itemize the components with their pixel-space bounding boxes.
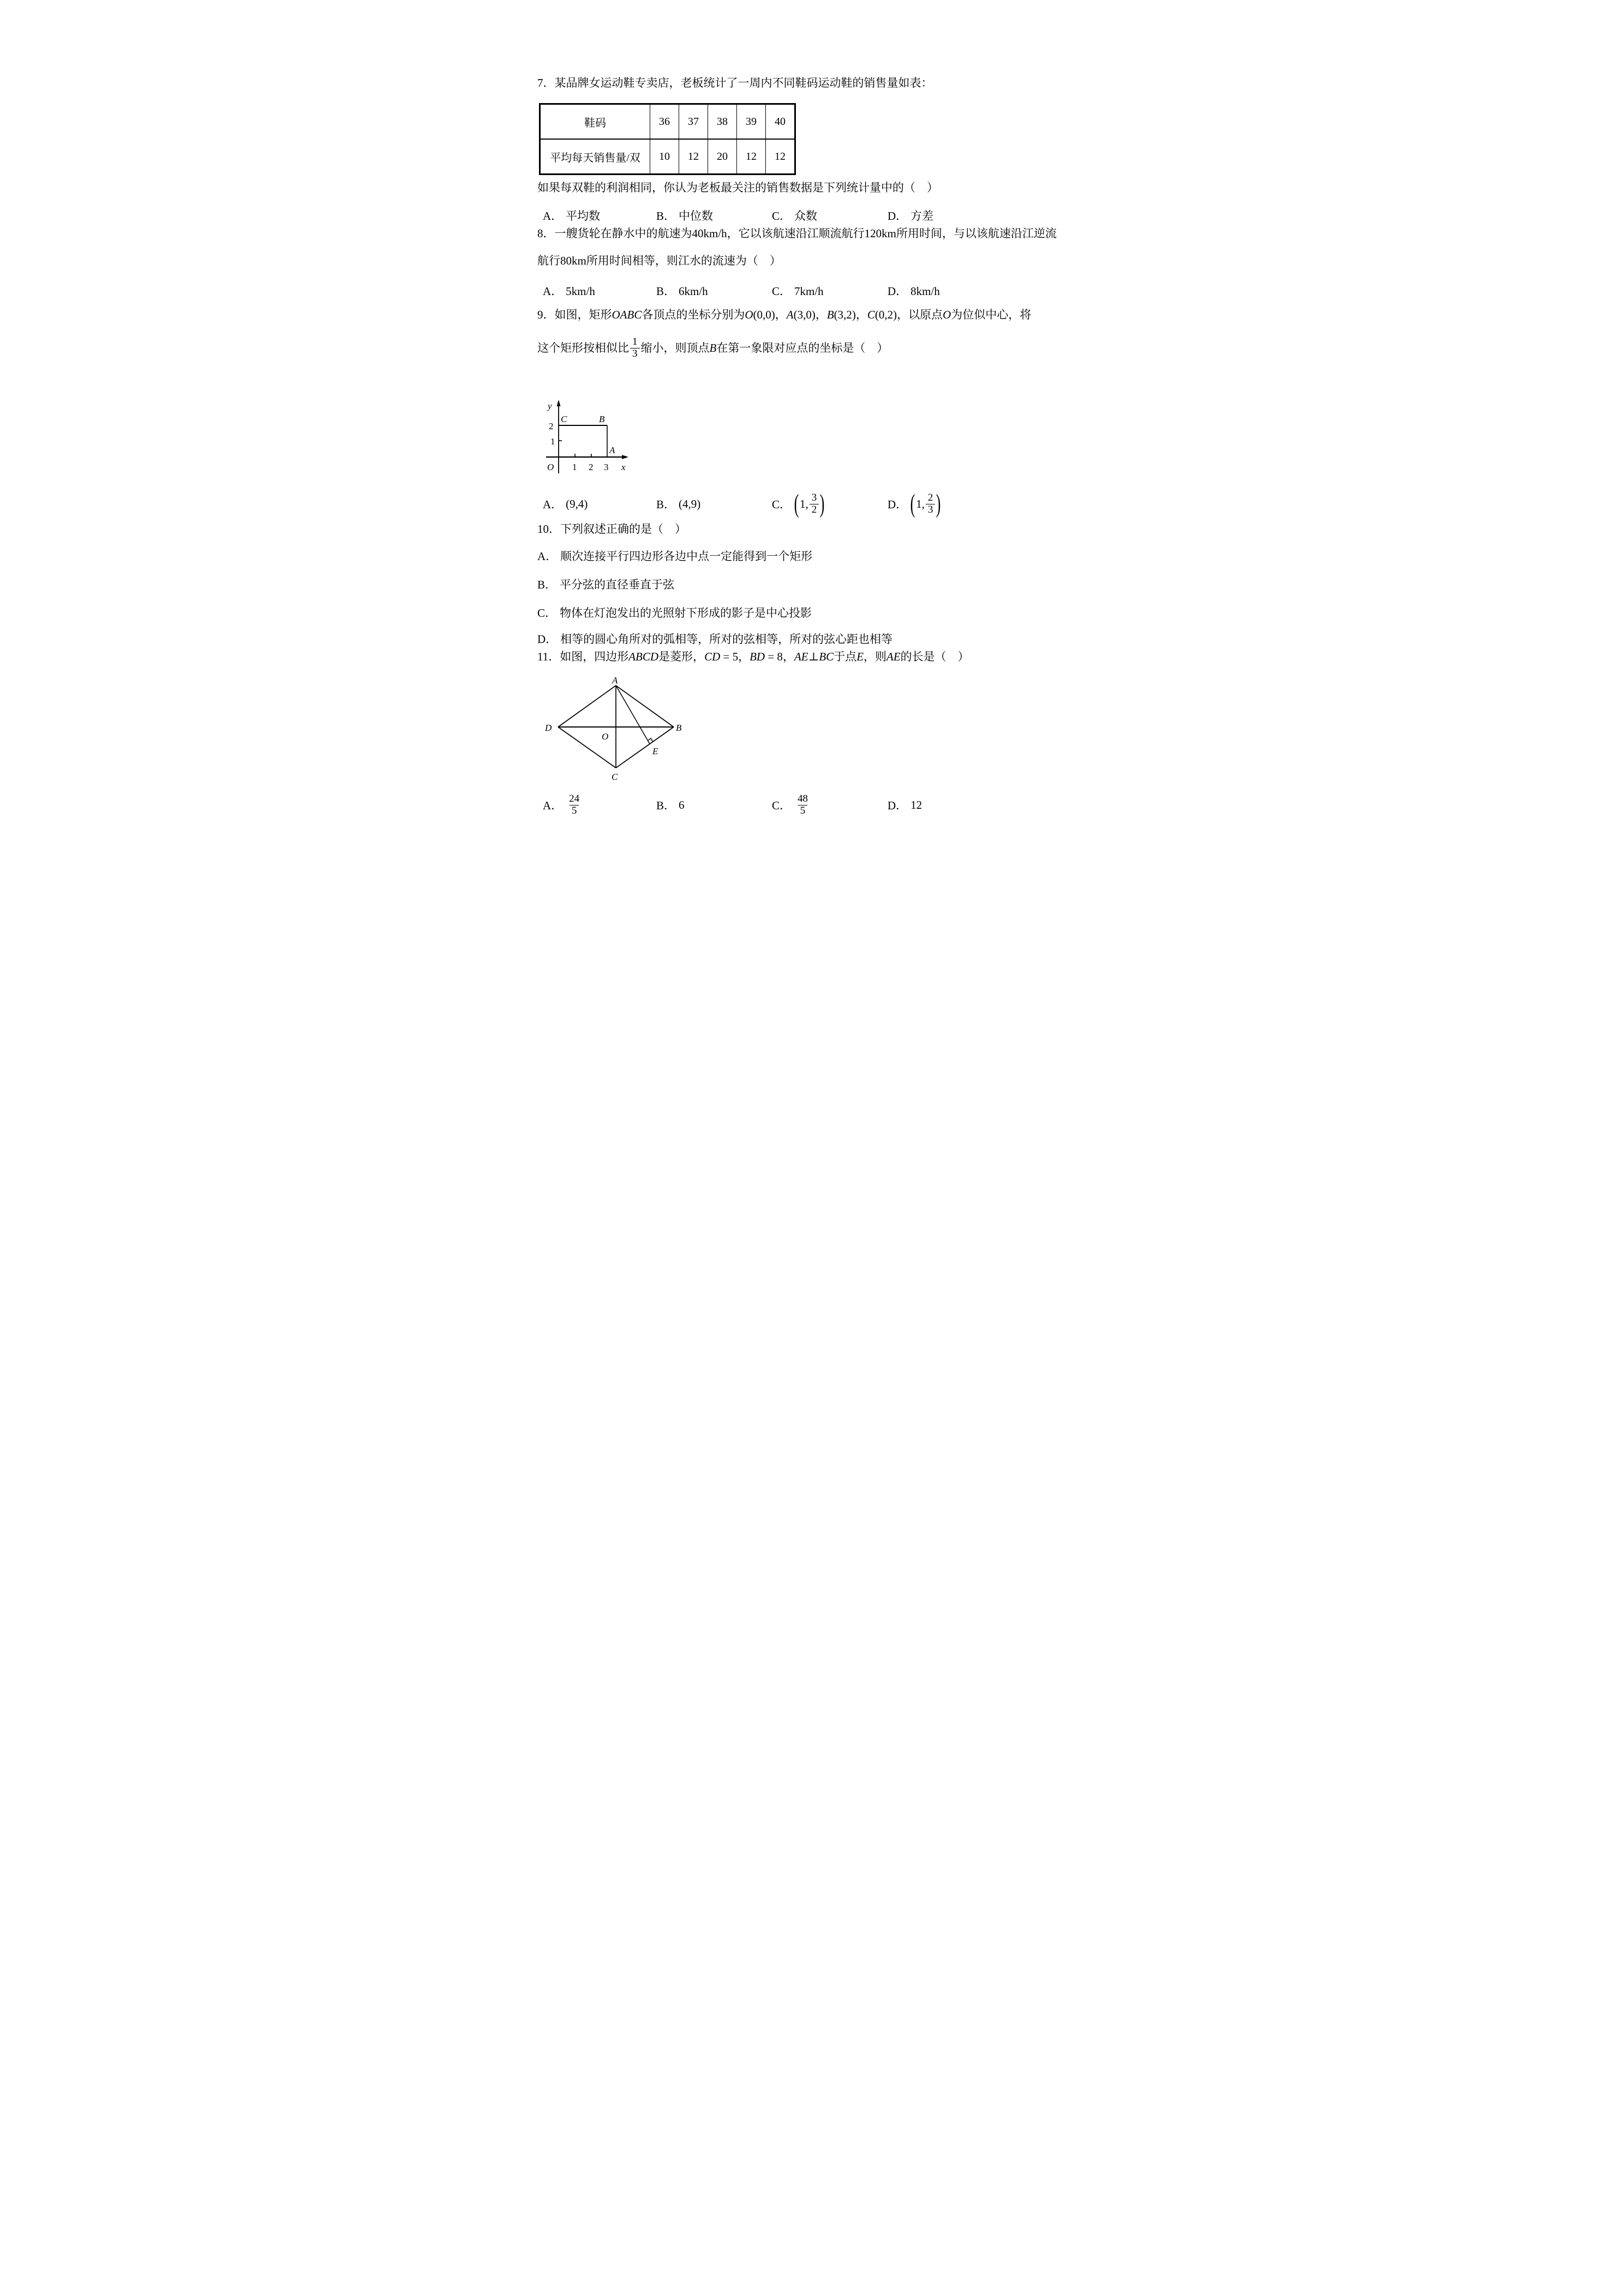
question-8-line2: 航行80km所用时间相等，则江水的流速为（ ）	[537, 254, 781, 267]
math-variable: ABCD	[628, 650, 659, 663]
origin-label: O	[547, 462, 554, 472]
option-text: 6	[679, 798, 685, 812]
option-label: C．	[537, 606, 557, 620]
side-BC	[616, 727, 674, 768]
q8-option-b	[656, 283, 708, 299]
option-text: 7km/h	[794, 285, 824, 298]
fraction	[795, 794, 810, 817]
q8-option-d	[888, 283, 940, 299]
option-text: 众数	[794, 209, 818, 223]
fraction	[810, 492, 819, 516]
option-text: 6km/h	[679, 285, 708, 298]
option-label: D．	[888, 209, 908, 223]
table-cell: 12	[766, 139, 795, 174]
math-variable: C	[867, 308, 875, 321]
q11-rhombus-figure	[545, 676, 681, 783]
option-label: B．	[537, 578, 557, 591]
option-text: (9,4)	[566, 497, 588, 510]
q7-option-d	[888, 207, 933, 224]
option-text: 平分弦的直径垂直于弦	[560, 578, 675, 591]
option-text: 中位数	[679, 209, 714, 223]
vertex-a-label: A	[609, 445, 615, 455]
text-segment: ，	[815, 308, 827, 321]
vertex-b-label: B	[599, 414, 605, 424]
table-row-daily-sales	[540, 139, 795, 174]
math-variable: AE	[794, 650, 808, 663]
x-axis-arrow	[622, 455, 628, 459]
side-AB	[616, 686, 674, 727]
text-segment: (0,0)	[753, 308, 775, 321]
question-11-stem	[537, 650, 1094, 663]
math-variable: B	[826, 308, 834, 321]
option-text: (4,9)	[679, 497, 701, 510]
option-text: 顺次连接平行四边形各边中点一定能得到一个矩形	[560, 550, 813, 563]
vertex-b-label: B	[676, 723, 681, 733]
denominator: 2	[810, 504, 819, 516]
text-segment: 各顶点的坐标分别为	[642, 308, 745, 321]
option-text: 相等的圆心角所对的弧相等，所对的弦相等，所对的弦心距也相等	[560, 633, 893, 646]
x-tick-label-2: 2	[589, 462, 594, 472]
denominator: 3	[926, 504, 936, 516]
question-7-options	[537, 207, 1088, 221]
q10-option-d	[537, 633, 1094, 646]
question-10-text: 下列叙述正确的是（ ）	[560, 522, 686, 536]
numerator: 1	[632, 335, 638, 347]
coordinate-first: 1,	[800, 497, 808, 510]
right-paren: )	[819, 489, 825, 518]
table-cell: 平均每天销售量/双	[540, 139, 650, 174]
option-label: C．	[772, 799, 792, 812]
q11-option-d	[888, 788, 922, 822]
question-7-stem2: 如果每双鞋的利润相同，你认为老板最关注的销售数据是下列统计量中的（ ）	[537, 181, 938, 194]
table-cell: 38	[708, 104, 737, 139]
table-row-shoe-size	[540, 104, 795, 139]
table-cell: 20	[708, 139, 737, 174]
x-tick-label-3: 3	[604, 462, 609, 472]
q9-option-a	[543, 486, 588, 521]
text-segment: ，以原点	[897, 308, 943, 321]
option-text: 5km/h	[566, 285, 595, 298]
text: 这个矩形按相似比	[537, 341, 629, 354]
math-variable: OABC	[612, 308, 642, 321]
left-paren: (	[910, 489, 915, 518]
q8-option-a	[543, 283, 595, 299]
text-segment: 为位似中心，将	[951, 308, 1032, 321]
left-paren: (	[794, 489, 799, 518]
option-label: D．	[888, 498, 908, 511]
table-cell: 39	[737, 104, 766, 139]
denominator: 5	[798, 805, 808, 817]
q11-option-a	[543, 788, 583, 822]
coordinate-first: 1,	[916, 497, 925, 510]
q7-sales-table	[540, 104, 795, 175]
question-11-options	[537, 788, 1088, 822]
q10-option-a	[537, 550, 1094, 563]
text-segment: 如图，四边形	[560, 650, 629, 663]
option-text: 方差	[910, 209, 934, 223]
text-segment: ，则	[864, 650, 887, 663]
table-cell: 40	[766, 104, 795, 139]
x-tick-label-1: 1	[572, 462, 577, 472]
side-DA	[558, 686, 616, 727]
option-text: 8km/h	[910, 285, 940, 298]
text-segment: (3,2)	[834, 308, 856, 321]
question-8-stem	[537, 227, 1094, 240]
text-segment: 于点	[834, 650, 857, 663]
question-7-number: 7．	[537, 76, 555, 89]
question-9-line1	[555, 308, 1032, 321]
option-label: B．	[656, 498, 676, 511]
q7-option-a	[543, 207, 600, 224]
segment-AE	[616, 686, 650, 744]
text-segment: 是菱形，	[658, 650, 705, 663]
q9-option-c	[772, 486, 824, 521]
math-variable: E	[856, 650, 864, 663]
y-axis-label: y	[548, 401, 552, 411]
question-11-text	[560, 650, 969, 663]
math-variable: O	[943, 308, 951, 321]
vertex-c-label: C	[612, 772, 618, 782]
q10-option-b	[537, 578, 1094, 591]
text-segment: = 5	[720, 650, 739, 663]
question-9-number: 9．	[537, 308, 555, 321]
option-label: C．	[772, 498, 792, 511]
text-segment: 的长是（ ）	[900, 650, 969, 663]
question-8-options	[537, 283, 1088, 297]
option-label: C．	[772, 209, 792, 223]
question-10-stem	[537, 522, 1094, 536]
text-segment: ⊥	[808, 650, 819, 663]
q7-option-b	[656, 207, 713, 224]
question-11-number: 11．	[537, 650, 560, 663]
center-o-label: O	[602, 731, 609, 742]
option-label: D．	[537, 633, 558, 646]
option-label: A．	[543, 799, 563, 812]
x-axis-label: x	[621, 462, 626, 472]
text: 缩小，则顶点	[640, 341, 710, 354]
vertex-d-label: D	[545, 723, 552, 733]
option-label: B．	[656, 209, 676, 223]
numerator: 24	[569, 792, 580, 804]
option-label: B．	[656, 799, 676, 812]
math-variable: BC	[819, 650, 834, 663]
text-segment: ，	[775, 308, 787, 321]
text-segment: ，	[782, 650, 794, 663]
table-cell: 36	[650, 104, 679, 139]
q11-option-c	[772, 788, 811, 822]
math-var-B: B	[709, 341, 717, 354]
vertex-c-label: C	[561, 414, 567, 424]
math-variable: BD	[750, 650, 765, 663]
q9-option-d	[888, 486, 940, 521]
option-label: D．	[888, 799, 908, 812]
option-label: A．	[543, 285, 563, 298]
exam-paper-page	[487, 0, 1137, 918]
fraction	[567, 794, 582, 817]
rhombus-svg	[545, 676, 681, 783]
table-cell: 37	[679, 104, 708, 139]
text-segment: (3,0)	[793, 308, 816, 321]
option-text: 12	[910, 798, 922, 812]
y-tick-label-2: 2	[549, 421, 554, 431]
denominator: 5	[570, 805, 579, 817]
question-9-line2	[537, 333, 1094, 363]
fraction-one-third	[630, 336, 640, 360]
text-segment: = 8	[765, 650, 783, 663]
question-7-stem	[537, 76, 1094, 89]
q8-option-c	[772, 283, 824, 299]
table-cell: 12	[679, 139, 708, 174]
text-segment: 如图，矩形	[554, 308, 612, 321]
table-cell: 鞋码	[540, 104, 650, 139]
question-7-text: 某品牌女运动鞋专卖店，老板统计了一周内不同鞋码运动鞋的销售量如表：	[554, 76, 933, 89]
math-variable: O	[745, 308, 753, 321]
q10-option-c	[537, 606, 1094, 620]
q9-option-b	[656, 486, 700, 521]
q9-coordinate-figure	[542, 397, 640, 479]
point-e-label: E	[652, 746, 658, 756]
fraction	[926, 492, 936, 516]
option-label: A．	[543, 498, 563, 511]
option-label: B．	[656, 285, 676, 298]
text-segment: (0,2)	[874, 308, 897, 321]
vertex-a-label: A	[612, 676, 618, 686]
right-paren: )	[936, 489, 941, 518]
question-9-options	[537, 486, 1088, 521]
numerator: 3	[811, 491, 817, 503]
question-10-number: 10．	[537, 522, 560, 536]
option-text: 物体在灯泡发出的光照射下形成的影子是中心投影	[560, 606, 812, 620]
question-8-line1: 一艘货轮在静水中的航速为40km/h，它以该航速沿江顺流航行120km所用时间，与以该航速沿江逆流	[554, 227, 1057, 240]
question-9-stem	[537, 308, 1094, 321]
question-8-number: 8．	[537, 227, 555, 240]
option-label: D．	[888, 285, 908, 298]
y-tick-label-1: 1	[550, 436, 555, 447]
text-segment: ，	[738, 650, 750, 663]
coordinate-plane-svg	[542, 397, 640, 479]
q7-option-c	[772, 207, 817, 224]
text: 在第一象限对应点的坐标是（ ）	[716, 341, 889, 354]
option-label: C．	[772, 285, 792, 298]
option-label: A．	[537, 550, 558, 563]
math-variable: AE	[886, 650, 901, 663]
option-label: A．	[543, 209, 563, 223]
option-text: 平均数	[566, 209, 601, 223]
math-variable: A	[786, 308, 794, 321]
q11-option-b	[656, 788, 685, 822]
table-cell: 10	[650, 139, 679, 174]
denominator: 3	[630, 348, 640, 360]
numerator: 2	[927, 491, 933, 503]
table-cell: 12	[737, 139, 766, 174]
math-variable: CD	[704, 650, 721, 663]
text-segment: ，	[855, 308, 867, 321]
numerator: 48	[798, 792, 808, 804]
y-axis-arrow	[557, 400, 561, 406]
